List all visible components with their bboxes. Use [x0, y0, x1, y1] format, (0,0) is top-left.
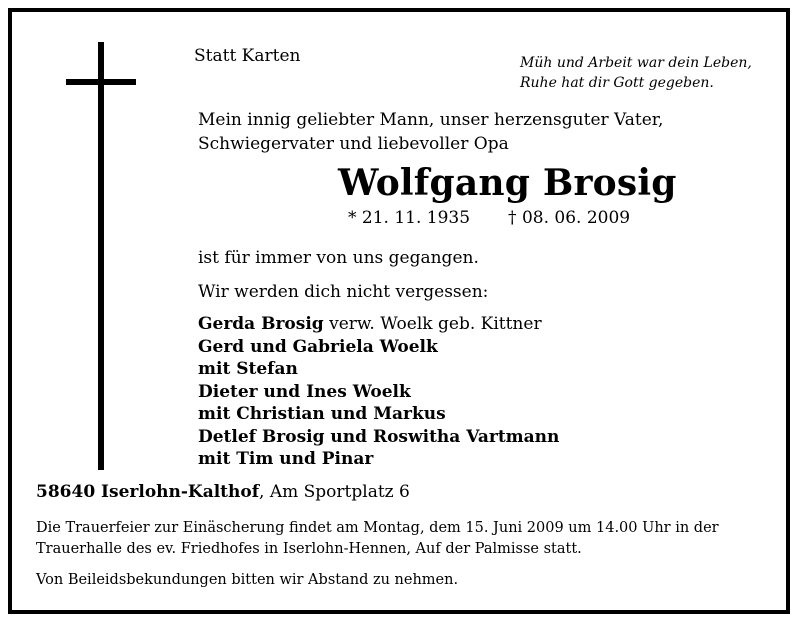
list-item: mit Christian und Markus	[198, 404, 446, 424]
intro-text	[198, 108, 663, 156]
ceremony-notice	[36, 518, 719, 560]
condolences-notice: Von Beileidsbekundungen bitten wir Abstand zu nehmen.	[36, 572, 459, 588]
remembrance-text: Wir werden dich nicht vergessen:	[198, 282, 489, 302]
list-item: Detlef Brosig und Roswitha Vartmann	[198, 426, 560, 447]
ceremony-line: Trauerhalle des ev. Friedhofes in Iserlohn-Hennen, Auf der Palmisse statt.	[36, 541, 582, 557]
list-item	[198, 313, 559, 336]
family-address	[36, 482, 410, 502]
life-dates	[348, 208, 630, 228]
intro-line: Schwiegervater und liebevoller Opa	[198, 134, 509, 154]
cross-icon-bar	[66, 79, 136, 85]
statt-karten-label: Statt Karten	[194, 46, 301, 66]
cross-icon	[98, 42, 104, 470]
motto-verse	[520, 53, 752, 93]
birth-date: * 21. 11. 1935	[348, 208, 471, 228]
motto-line: Ruhe hat dir Gott gegeben.	[520, 75, 714, 91]
widow-name: Gerda Brosig	[198, 314, 324, 334]
ceremony-line: Die Trauerfeier zur Einäscherung findet am Montag, dem 15. Juni 2009 um 14.00 Uhr in der	[36, 520, 719, 536]
address-street: , Am Sportplatz 6	[259, 482, 410, 502]
passed-away-text: ist für immer von uns gegangen.	[198, 248, 479, 268]
list-item: mit Tim und Pinar	[198, 449, 374, 469]
widow-details: verw. Woelk geb. Kittner	[323, 314, 542, 334]
obituary-notice	[8, 8, 790, 614]
address-city: 58640 Iserlohn-Kalthof	[36, 482, 260, 502]
list-item: mit Stefan	[198, 359, 298, 379]
motto-line: Müh und Arbeit war dein Leben,	[520, 55, 752, 71]
deceased-name: Wolfgang Brosig	[338, 162, 677, 204]
mourners-list	[198, 313, 559, 471]
death-date: † 08. 06. 2009	[508, 208, 631, 228]
intro-line: Mein innig geliebter Mann, unser herzensguter Vater,	[198, 110, 664, 130]
list-item: Dieter und Ines Woelk	[198, 381, 411, 402]
list-item: Gerd und Gabriela Woelk	[198, 336, 438, 357]
